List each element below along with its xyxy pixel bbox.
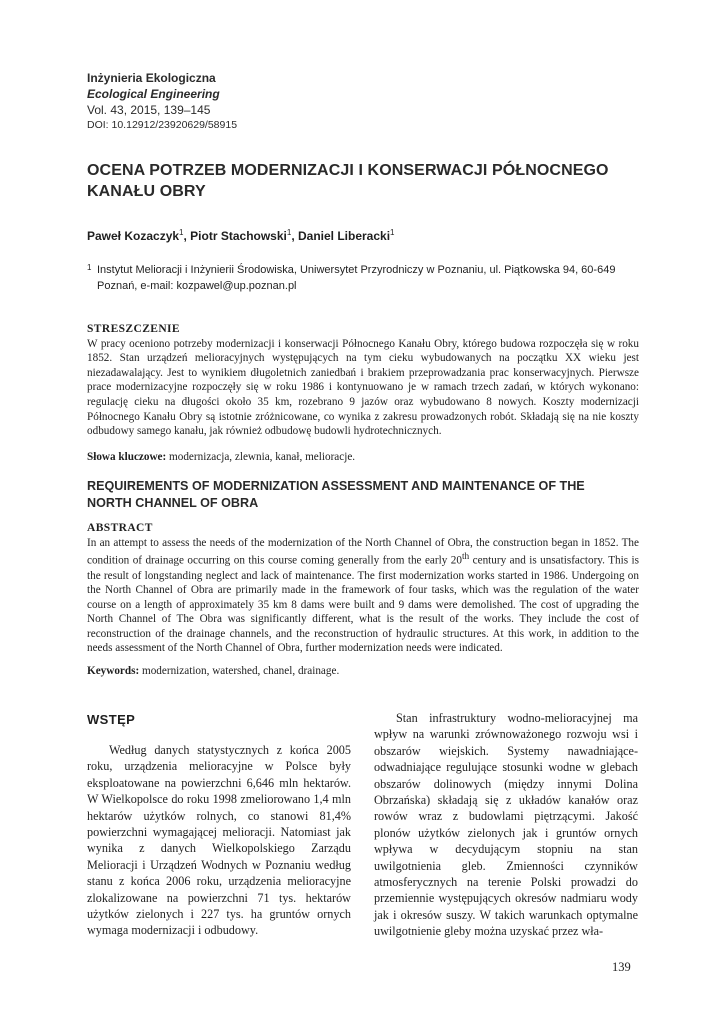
abstract-text-part: In an attempt to assess the needs of the modernization of the North Channel of Obra, the construction began in 1852. The condition of drainage occurring on this course coming generally from the early 20	[87, 536, 639, 567]
journal-doi: DOI: 10.12912/23920629/58915	[87, 119, 238, 131]
streszczenie-text: W pracy oceniono potrzeby modernizacji i konserwacji Północnego Kanału Obry, którego budowa rozpoczęła się w roku 1852. Stan urządzeń melioracyjnych występujących na tym cieku wybudowanych na początku XX wieku jest niezadawalający. Jest to wynikiem długoletnich zaniedbań i brakiem przeprowadzania prac konserwacyjnych. Pierwsze prace modernizacyjne rozpoczęły się w roku 1986 i kontynuowano je w ramach trzech zadań, w których wykonano: regulację cieku na długości około 35 km, rozebrano 9 jazów oraz wybudowano 8 nowych. Koszty modernizacji Północnego Kanału Obry są istotnie zróżnicowane, co wynika z zakresu prowadzonych robót. Składają się na nie koszty odbudowy samego kanału, jak również odbudowę budowli hydrotechnicznych.	[87, 337, 639, 438]
author-list	[87, 225, 627, 244]
author-affiliation-mark: 1	[390, 228, 395, 237]
author-name: Piotr Stachowski	[190, 229, 287, 243]
paper-title-pl: OCENA POTRZEB MODERNIZACJI I KONSERWACJI PÓŁNOCNEGO KANAŁU OBRY	[87, 162, 609, 200]
affiliation-number: 1	[87, 263, 92, 272]
journal-header	[87, 70, 487, 132]
streszczenie-heading: STRESZCZENIE	[87, 323, 181, 335]
slowa-kluczowe-label: Słowa kluczowe:	[87, 451, 167, 463]
abstract-text	[87, 536, 639, 656]
author-affiliation-mark: 1	[286, 228, 292, 237]
author-separator: ,	[291, 229, 298, 243]
journal-volume: Vol. 43, 2015, 139–145	[87, 103, 211, 117]
author-name: Paweł Kozaczyk	[87, 229, 180, 243]
author-separator: ,	[183, 229, 191, 243]
body-paragraph: Stan infrastruktury wodno-melioracyjnej ma wpływ na warunki zrównoważonego rozwoju wsi i obszarów wiejskich. Systemy nawadniające-odwadniające regulujące stosunki wodne w glebach obszarów dolinowych (między innymi Dolina Obrzańska) składają się z układów kanałów oraz rowów wraz z budowlami piętrzącymi. Jakość plonów użytków zielonych jak i gruntów ornych wpływa w decydującym stopniu na stan uwilgotnienia gleb. Zmienności czynników atmosferycznych na terenie Polski prowadzi do przemiennie występujących okresów nadmiaru wody jak i okresów suszy. W takich warunkach optymalne uwilgotnienie gleby można uzyskać przez wła-	[374, 711, 638, 939]
paper-title-en: REQUIREMENTS OF MODERNIZATION ASSESSMENT AND MAINTENANCE OF THE NORTH CHANNEL OF OBRA	[87, 479, 585, 510]
author-affiliation-mark: 1	[179, 228, 184, 237]
slowa-kluczowe	[87, 450, 639, 465]
journal-name-en: Ecological Engineering	[87, 87, 220, 101]
slowa-kluczowe-text: modernizacja, zlewnia, kanał, melioracje.	[169, 451, 356, 463]
body-column-right	[374, 710, 638, 940]
streszczenie-section	[87, 322, 639, 439]
affiliation-text: Instytut Melioracji i Inżynierii Środowiska, Uniwersytet Przyrodniczy w Poznaniu, ul. Piątkowska 94, 60-649 Poznań, e-mail: kozpawel@up.poznan.pl	[97, 264, 616, 292]
affiliation	[87, 262, 647, 294]
keywords-text: modernization, watershed, chanel, drainage.	[142, 665, 340, 677]
abstract-heading: ABSTRACT	[87, 522, 153, 534]
page-number: 139	[612, 960, 631, 974]
abstract-text-part: century and is unsatisfactory. This is the result of longstanding neglect and lack of maintenance. The first modernization works started in 1986. Undergoing on the North Channel of Obra are primarily made in the framework of four tasks, which was the regulation of the water course on a length of approximately 35 km 8 dams were built and 9 dams were demolished. The cost of upgrading the North Channel of The Obra was significantly different, what is the result of the works. They include the cost of reconstruction of the drainage channels, and the reconstruction of hydraulic structures. At this work, in addition to the needs assessment of the North Channel of Obra, further modernization needs were indicated.	[87, 554, 639, 655]
author-name: Daniel Liberacki	[298, 229, 391, 243]
body-paragraph: Według danych statystycznych z końca 2005 roku, urządzenia melioracyjne w Polsce były eksploatowane na powierzchni 6,646 mln hektarów. W Wielkopolsce do roku 1998 zmeliorowano 1,4 mln hektarów użytków rolnych, co stanowi 81,4% powierzchni wymagającej melioracji. Natomiast jak wynika z danych Wielkopolskiego Zarządu Melioracji i Urządzeń Wodnych w Poznaniu według stanu z końca 2006 roku, urządzenia melioracyjne zlokalizowane na powierzchni 71 tys. hektarów użytków zielonych i 227 tys. ha gruntów ornych wymaga modernizacji i odbudowy.	[87, 743, 351, 938]
keywords-label: Keywords:	[87, 665, 140, 677]
body-column-left	[87, 742, 351, 939]
section-heading-wstep: WSTĘP	[87, 712, 136, 727]
abstract-superscript: th	[461, 552, 470, 563]
keywords	[87, 664, 639, 679]
journal-name-pl: Inżynieria Ekologiczna	[87, 71, 216, 85]
abstract-section	[87, 521, 639, 656]
